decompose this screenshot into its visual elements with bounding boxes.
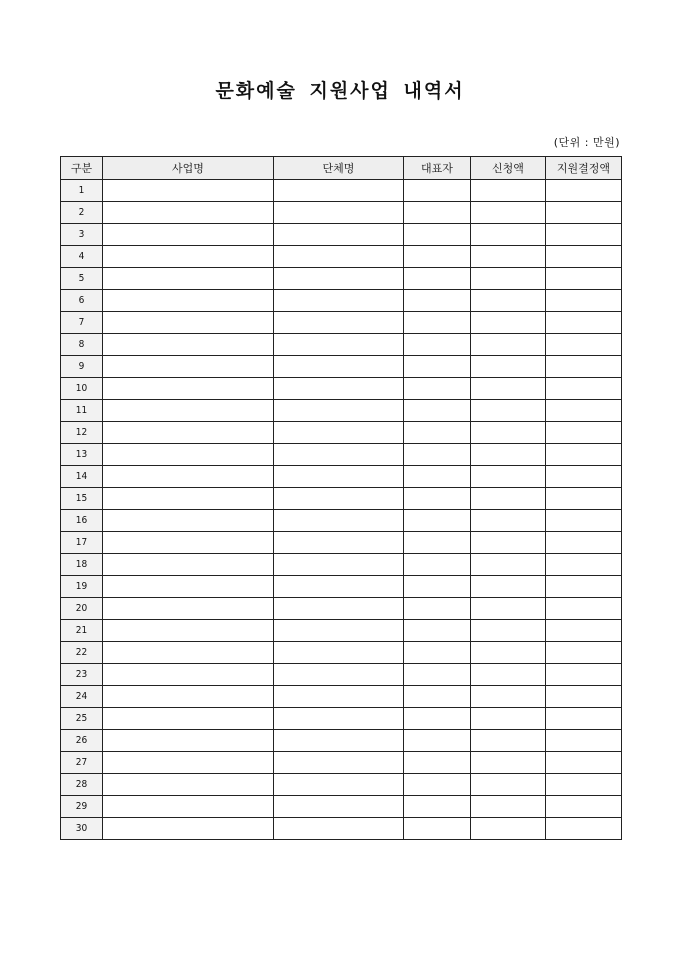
row-number: 19	[61, 576, 103, 598]
project-name-cell	[103, 356, 274, 378]
representative-cell	[404, 708, 471, 730]
requested-amount-cell	[471, 378, 546, 400]
approved-amount-cell	[546, 290, 622, 312]
project-name-cell	[103, 708, 274, 730]
organization-name-cell	[274, 818, 404, 840]
approved-amount-cell	[546, 510, 622, 532]
row-number: 18	[61, 554, 103, 576]
requested-amount-cell	[471, 642, 546, 664]
table-row	[61, 708, 622, 730]
organization-name-cell	[274, 400, 404, 422]
approved-amount-cell	[546, 554, 622, 576]
project-name-cell	[103, 554, 274, 576]
row-number: 26	[61, 730, 103, 752]
requested-amount-cell	[471, 444, 546, 466]
row-number: 11	[61, 400, 103, 422]
row-number: 2	[61, 202, 103, 224]
organization-name-cell	[274, 796, 404, 818]
header-representative: 대표자	[404, 157, 471, 180]
project-name-cell	[103, 752, 274, 774]
requested-amount-cell	[471, 796, 546, 818]
representative-cell	[404, 620, 471, 642]
organization-name-cell	[274, 246, 404, 268]
requested-amount-cell	[471, 730, 546, 752]
representative-cell	[404, 356, 471, 378]
requested-amount-cell	[471, 510, 546, 532]
row-number: 21	[61, 620, 103, 642]
representative-cell	[404, 730, 471, 752]
organization-name-cell	[274, 466, 404, 488]
row-number: 28	[61, 774, 103, 796]
requested-amount-cell	[471, 818, 546, 840]
requested-amount-cell	[471, 268, 546, 290]
approved-amount-cell	[546, 532, 622, 554]
table-row	[61, 686, 622, 708]
table-row	[61, 796, 622, 818]
document-title: 문화예술 지원사업 내역서	[215, 80, 465, 102]
project-name-cell	[103, 246, 274, 268]
approved-amount-cell	[546, 708, 622, 730]
requested-amount-cell	[471, 334, 546, 356]
row-number: 27	[61, 752, 103, 774]
table-row	[61, 532, 622, 554]
approved-amount-cell	[546, 730, 622, 752]
row-number: 10	[61, 378, 103, 400]
representative-cell	[404, 444, 471, 466]
requested-amount-cell	[471, 180, 546, 202]
table-body	[61, 180, 622, 840]
row-number: 1	[61, 180, 103, 202]
project-name-cell	[103, 312, 274, 334]
row-number: 14	[61, 466, 103, 488]
organization-name-cell	[274, 356, 404, 378]
approved-amount-cell	[546, 774, 622, 796]
requested-amount-cell	[471, 466, 546, 488]
header-approved-amount: 지원결정액	[546, 157, 622, 180]
approved-amount-cell	[546, 488, 622, 510]
table-row	[61, 620, 622, 642]
project-name-cell	[103, 620, 274, 642]
requested-amount-cell	[471, 224, 546, 246]
representative-cell	[404, 422, 471, 444]
project-name-cell	[103, 224, 274, 246]
organization-name-cell	[274, 422, 404, 444]
project-name-cell	[103, 642, 274, 664]
organization-name-cell	[274, 224, 404, 246]
project-name-cell	[103, 818, 274, 840]
organization-name-cell	[274, 180, 404, 202]
requested-amount-cell	[471, 532, 546, 554]
row-number: 15	[61, 488, 103, 510]
requested-amount-cell	[471, 554, 546, 576]
requested-amount-cell	[471, 774, 546, 796]
requested-amount-cell	[471, 356, 546, 378]
requested-amount-cell	[471, 686, 546, 708]
approved-amount-cell	[546, 224, 622, 246]
row-number: 24	[61, 686, 103, 708]
representative-cell	[404, 488, 471, 510]
table-row	[61, 774, 622, 796]
organization-name-cell	[274, 488, 404, 510]
requested-amount-cell	[471, 400, 546, 422]
table-row	[61, 356, 622, 378]
project-name-cell	[103, 202, 274, 224]
header-organization-name: 단체명	[274, 157, 404, 180]
table-row	[61, 730, 622, 752]
row-number: 20	[61, 598, 103, 620]
requested-amount-cell	[471, 422, 546, 444]
approved-amount-cell	[546, 444, 622, 466]
approved-amount-cell	[546, 818, 622, 840]
representative-cell	[404, 818, 471, 840]
representative-cell	[404, 400, 471, 422]
project-name-cell	[103, 466, 274, 488]
representative-cell	[404, 510, 471, 532]
requested-amount-cell	[471, 708, 546, 730]
representative-cell	[404, 642, 471, 664]
project-name-cell	[103, 730, 274, 752]
table-row	[61, 334, 622, 356]
table-row	[61, 224, 622, 246]
project-name-cell	[103, 532, 274, 554]
table-row	[61, 554, 622, 576]
representative-cell	[404, 532, 471, 554]
organization-name-cell	[274, 378, 404, 400]
approved-amount-cell	[546, 796, 622, 818]
representative-cell	[404, 334, 471, 356]
table-row	[61, 466, 622, 488]
requested-amount-cell	[471, 202, 546, 224]
organization-name-cell	[274, 774, 404, 796]
project-name-cell	[103, 290, 274, 312]
organization-name-cell	[274, 664, 404, 686]
table-row	[61, 202, 622, 224]
table-row	[61, 312, 622, 334]
representative-cell	[404, 554, 471, 576]
header-requested-amount: 신청액	[471, 157, 546, 180]
table-row	[61, 488, 622, 510]
approved-amount-cell	[546, 180, 622, 202]
representative-cell	[404, 290, 471, 312]
table-row	[61, 510, 622, 532]
approved-amount-cell	[546, 752, 622, 774]
organization-name-cell	[274, 334, 404, 356]
approved-amount-cell	[546, 422, 622, 444]
table-row	[61, 752, 622, 774]
organization-name-cell	[274, 532, 404, 554]
organization-name-cell	[274, 312, 404, 334]
header-category: 구분	[61, 157, 103, 180]
requested-amount-cell	[471, 488, 546, 510]
project-name-cell	[103, 444, 274, 466]
project-name-cell	[103, 510, 274, 532]
row-number: 4	[61, 246, 103, 268]
approved-amount-cell	[546, 642, 622, 664]
representative-cell	[404, 202, 471, 224]
representative-cell	[404, 378, 471, 400]
row-number: 7	[61, 312, 103, 334]
requested-amount-cell	[471, 312, 546, 334]
table-row	[61, 378, 622, 400]
requested-amount-cell	[471, 576, 546, 598]
table-row	[61, 664, 622, 686]
table-row	[61, 246, 622, 268]
project-name-cell	[103, 488, 274, 510]
organization-name-cell	[274, 554, 404, 576]
representative-cell	[404, 576, 471, 598]
approved-amount-cell	[546, 312, 622, 334]
organization-name-cell	[274, 290, 404, 312]
organization-name-cell	[274, 510, 404, 532]
row-number: 17	[61, 532, 103, 554]
representative-cell	[404, 598, 471, 620]
row-number: 12	[61, 422, 103, 444]
row-number: 22	[61, 642, 103, 664]
approved-amount-cell	[546, 620, 622, 642]
row-number: 25	[61, 708, 103, 730]
organization-name-cell	[274, 752, 404, 774]
project-name-cell	[103, 268, 274, 290]
row-number: 16	[61, 510, 103, 532]
table-row	[61, 576, 622, 598]
project-name-cell	[103, 334, 274, 356]
approved-amount-cell	[546, 466, 622, 488]
representative-cell	[404, 752, 471, 774]
representative-cell	[404, 686, 471, 708]
representative-cell	[404, 224, 471, 246]
representative-cell	[404, 180, 471, 202]
organization-name-cell	[274, 598, 404, 620]
header-project-name: 사업명	[103, 157, 274, 180]
row-number: 8	[61, 334, 103, 356]
approved-amount-cell	[546, 334, 622, 356]
project-name-cell	[103, 686, 274, 708]
project-name-cell	[103, 180, 274, 202]
organization-name-cell	[274, 202, 404, 224]
approved-amount-cell	[546, 576, 622, 598]
representative-cell	[404, 246, 471, 268]
row-number: 5	[61, 268, 103, 290]
organization-name-cell	[274, 444, 404, 466]
unit-note: (단위 : 만원)	[553, 136, 620, 149]
approved-amount-cell	[546, 268, 622, 290]
approved-amount-cell	[546, 202, 622, 224]
organization-name-cell	[274, 730, 404, 752]
approved-amount-cell	[546, 400, 622, 422]
organization-name-cell	[274, 708, 404, 730]
representative-cell	[404, 312, 471, 334]
project-name-cell	[103, 576, 274, 598]
row-number: 3	[61, 224, 103, 246]
project-name-cell	[103, 422, 274, 444]
approved-amount-cell	[546, 378, 622, 400]
representative-cell	[404, 664, 471, 686]
approved-amount-cell	[546, 686, 622, 708]
row-number: 30	[61, 818, 103, 840]
row-number: 23	[61, 664, 103, 686]
requested-amount-cell	[471, 752, 546, 774]
representative-cell	[404, 466, 471, 488]
table-header-row	[61, 157, 622, 180]
table-row	[61, 642, 622, 664]
approved-amount-cell	[546, 356, 622, 378]
table-row	[61, 290, 622, 312]
row-number: 9	[61, 356, 103, 378]
table-row	[61, 400, 622, 422]
organization-name-cell	[274, 642, 404, 664]
row-number: 6	[61, 290, 103, 312]
table-row	[61, 444, 622, 466]
requested-amount-cell	[471, 620, 546, 642]
approved-amount-cell	[546, 664, 622, 686]
organization-name-cell	[274, 686, 404, 708]
row-number: 29	[61, 796, 103, 818]
table-row	[61, 422, 622, 444]
representative-cell	[404, 796, 471, 818]
support-projects-table	[60, 156, 622, 840]
representative-cell	[404, 268, 471, 290]
table-row	[61, 180, 622, 202]
project-name-cell	[103, 400, 274, 422]
requested-amount-cell	[471, 664, 546, 686]
organization-name-cell	[274, 620, 404, 642]
requested-amount-cell	[471, 290, 546, 312]
row-number: 13	[61, 444, 103, 466]
project-name-cell	[103, 378, 274, 400]
representative-cell	[404, 774, 471, 796]
approved-amount-cell	[546, 598, 622, 620]
requested-amount-cell	[471, 598, 546, 620]
project-name-cell	[103, 664, 274, 686]
organization-name-cell	[274, 576, 404, 598]
project-name-cell	[103, 774, 274, 796]
approved-amount-cell	[546, 246, 622, 268]
project-name-cell	[103, 796, 274, 818]
project-name-cell	[103, 598, 274, 620]
table-row	[61, 818, 622, 840]
table-row	[61, 598, 622, 620]
organization-name-cell	[274, 268, 404, 290]
table-row	[61, 268, 622, 290]
requested-amount-cell	[471, 246, 546, 268]
